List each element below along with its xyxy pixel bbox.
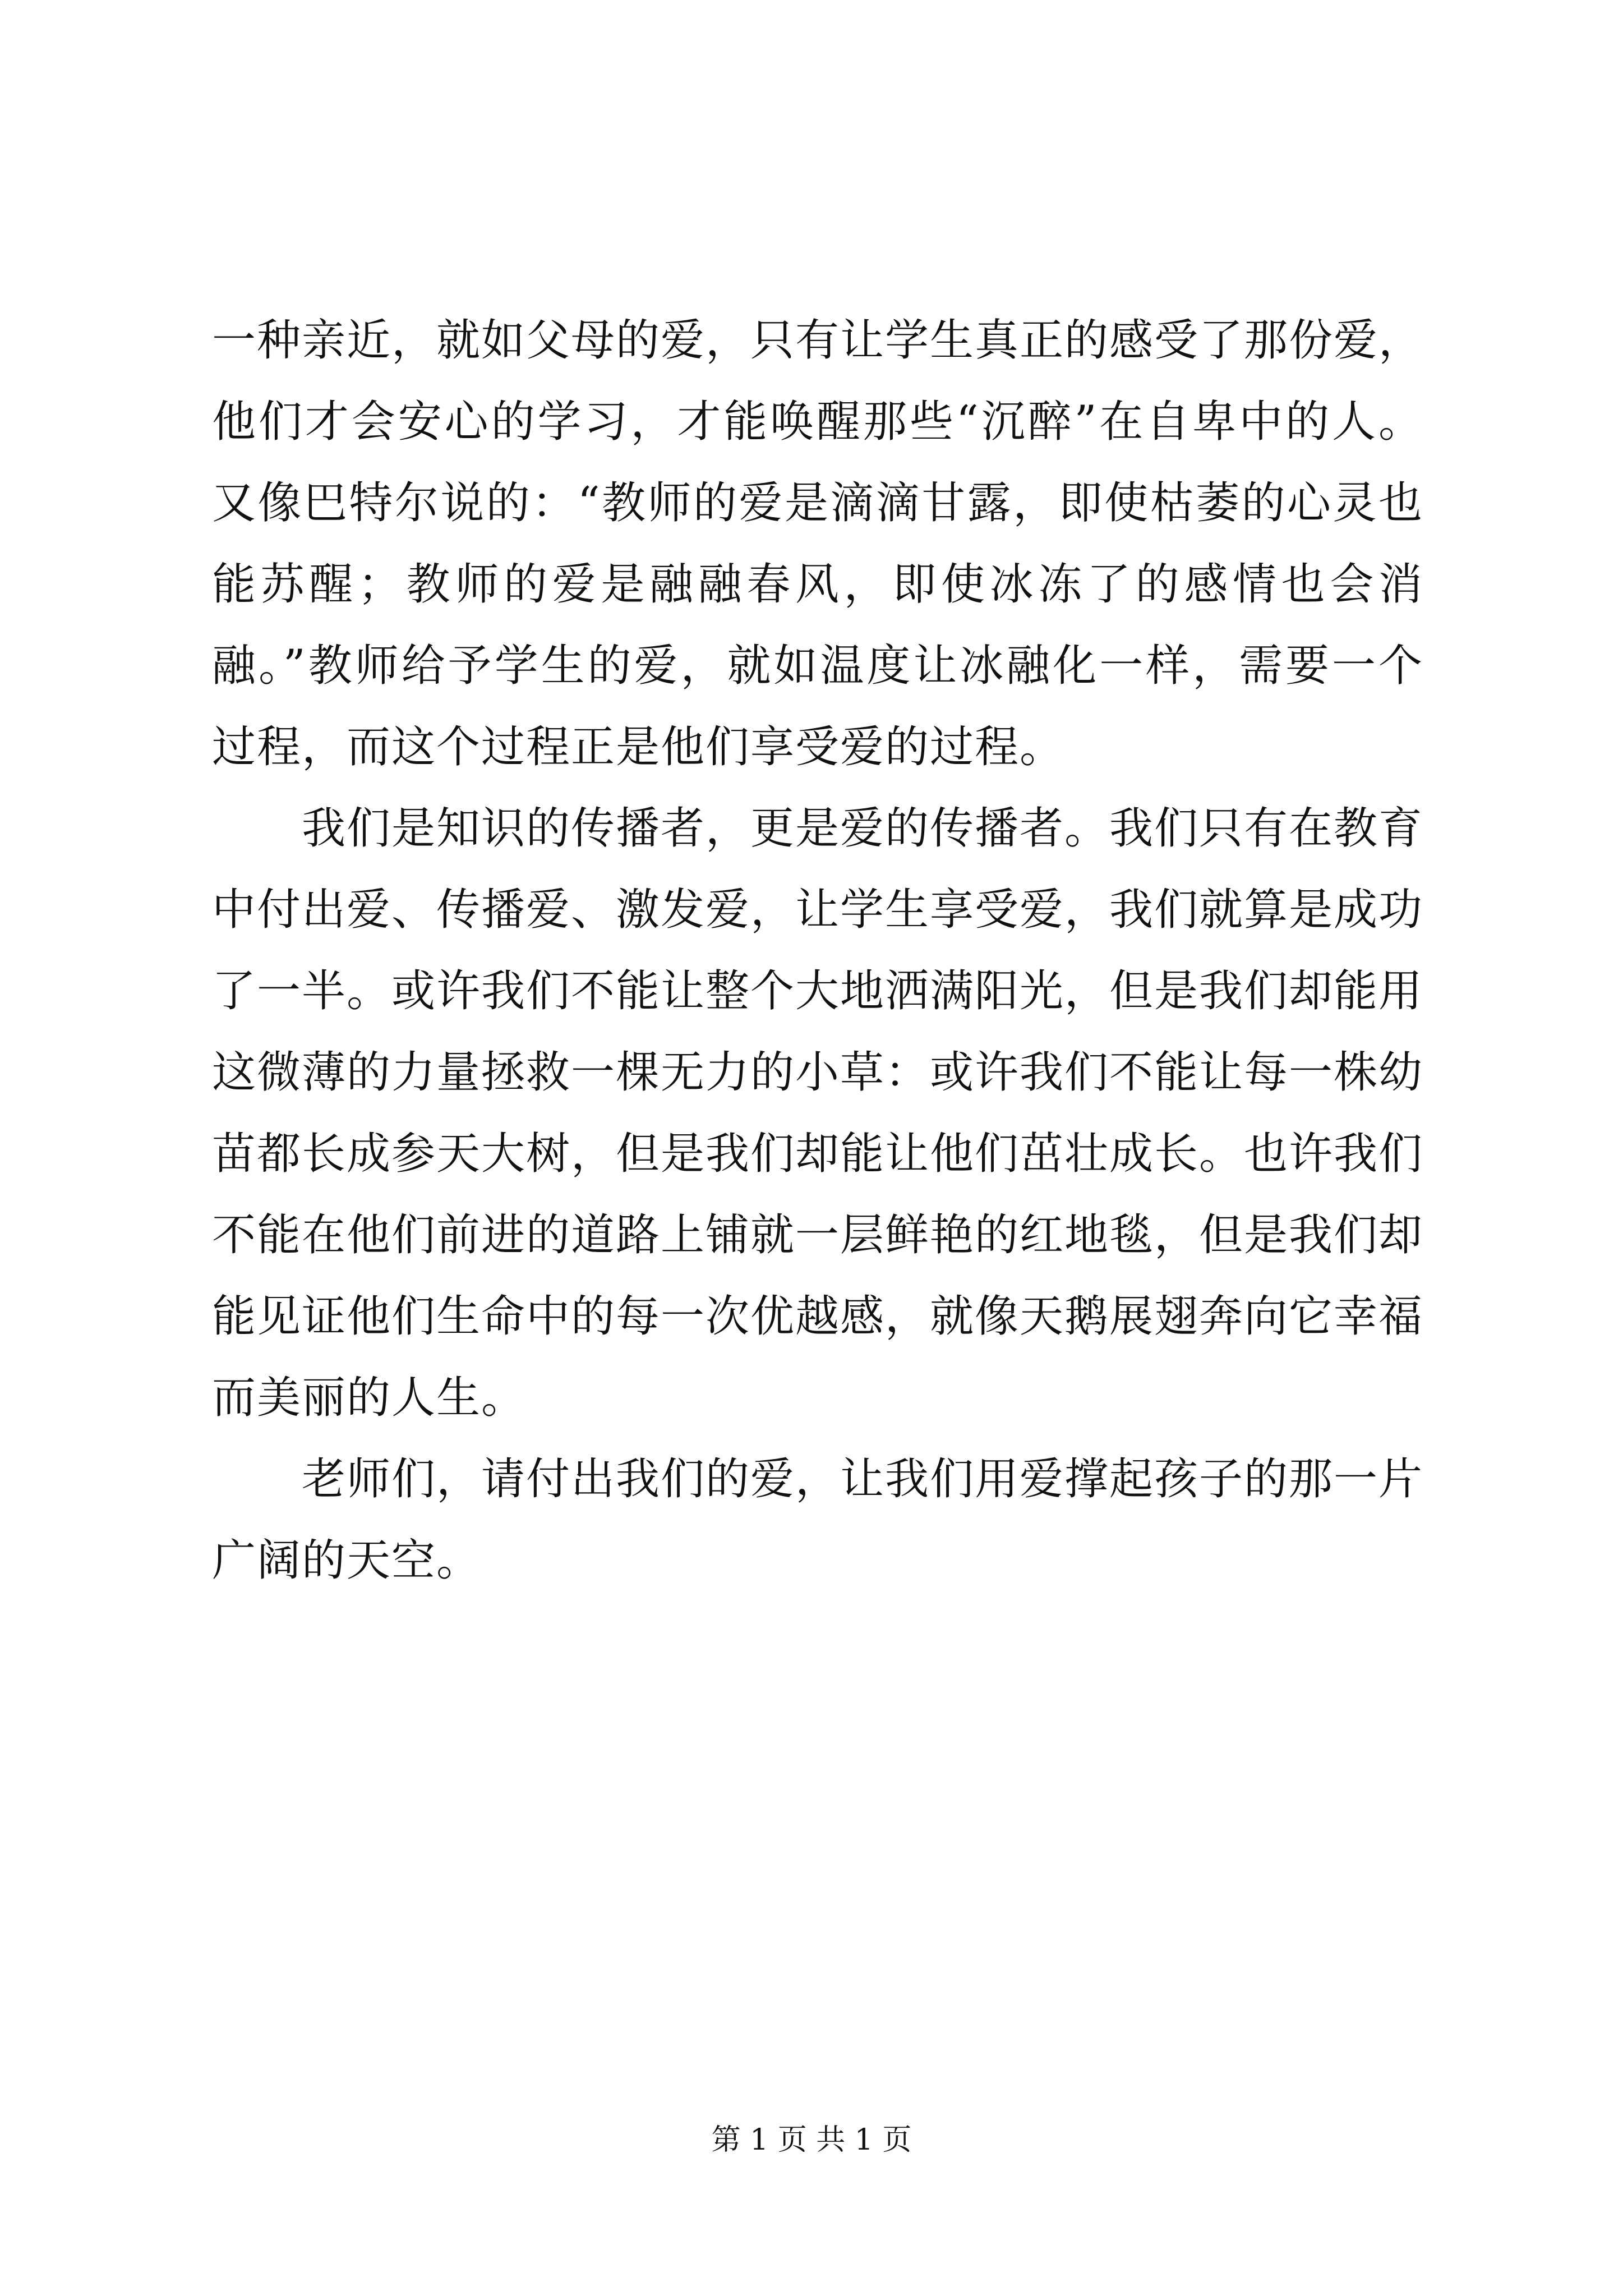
document-body [212,300,1423,1602]
page-number-footer: 第 1 页 共 1 页 [711,2123,912,2157]
paragraph-continuation: 一种亲近，就如父母的爱，只有让学生真正的感受了那份爱，他们才会安心的学习，才能唤醒那些“沉醉”在自卑中的人。又像巴特尔说的：“教师的爱是滴滴甘露，即使枯萎的心灵也能苏醒；教师的爱是融融春风，即使冰冻了的感情也会消融。”教师给予学生的爱，就如温度让冰融化一样，需要一个过程，而这个过程正是他们享受爱的过程。 [212,315,1424,772]
paragraph: 我们是知识的传播者，更是爱的传播者。我们只有在教育中付出爱、传播爱、激发爱，让学生享受爱，我们就算是成功了一半。或许我们不能让整个大地洒满阳光，但是我们却能用这微薄的力量拯救一棵无力的小草：或许我们不能让每一株幼苗都长成参天大树，但是我们却能让他们茁壮成长。也许我们不能在他们前进的道路上铺就一层鲜艳的红地毯，但是我们却能见证他们生命中的每一次优越感，就像天鹅展翅奔向它幸福而美丽的人生。 [212,803,1424,1423]
paragraph: 老师们，请付出我们的爱，让我们用爱撑起孩子的那一片广阔的天空。 [212,1454,1424,1586]
